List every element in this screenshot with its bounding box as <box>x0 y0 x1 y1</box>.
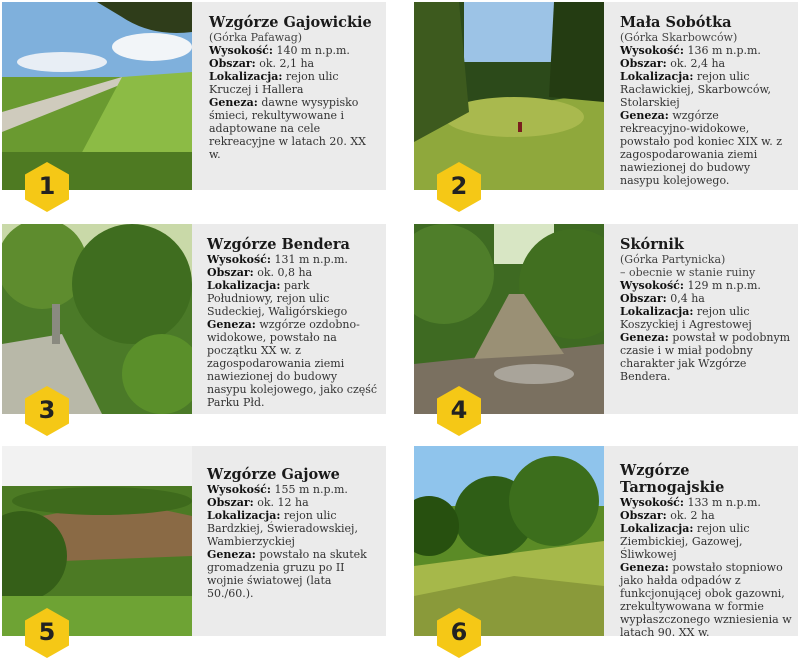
area-row: Obszar: ok. 12 ha <box>207 496 309 509</box>
height-row: Wysokość: 136 m n.p.m. <box>620 44 761 57</box>
hill-subtitle: (Górka Pafawag) <box>209 31 303 44</box>
number-badge-2 <box>437 162 481 212</box>
hill-card-5 <box>2 446 386 646</box>
hill-subtitle: (Górka Partynicka) <box>620 253 726 266</box>
hill-info-6 <box>620 462 792 639</box>
area-row: Obszar: ok. 2,4 ha <box>620 57 726 70</box>
number-badge-6 <box>437 608 481 658</box>
hill-title: Wzgórze Bendera <box>207 236 350 253</box>
hill-info-1 <box>209 14 379 161</box>
hill-card-3 <box>2 224 386 424</box>
hill-title: Mała Sobótka <box>620 14 732 31</box>
location-row: Lokalizacja: rejon ulic Racławickiej, Skarbowców, Stolarskiej <box>620 70 772 109</box>
hill-info-5 <box>207 466 379 600</box>
origin-row: Geneza: powstało stopniowo jako hałda odpadów z funkcjonującej obok gazowni, zrekultywowana w formie wypłaszczonego wzniesienia w latach 90. XX w. <box>620 561 792 639</box>
hill-title: Wzgórze Tarnogajskie <box>620 462 725 496</box>
location-row: Lokalizacja: rejon ulic Koszyckiej i Agrestowej <box>620 305 752 331</box>
hill-title: Wzgórze Gajowickie <box>209 14 372 31</box>
badge-number: 5 <box>38 618 56 646</box>
height-row: Wysokość: 131 m n.p.m. <box>207 253 348 266</box>
hill-subtitle: (Górka Skarbowców) <box>620 31 738 44</box>
hill-title: Skórnik <box>620 236 684 253</box>
badge-number: 2 <box>450 172 468 200</box>
hill-card-1 <box>2 2 386 200</box>
origin-row: Geneza: wzgórze rekreacyjno-widokowe, powstało pod koniec XIX w. z zagospodarowania ziemi nawiezionej do budowy nasypu kolejowego. <box>620 109 783 187</box>
hill-card-2 <box>414 2 798 200</box>
location-row: Lokalizacja: rejon ulic Kruczej i Hallera <box>209 70 339 96</box>
height-row: Wysokość: 133 m n.p.m. <box>620 496 761 509</box>
hill-status: – obecnie w stanie ruiny <box>620 266 756 279</box>
origin-row: Geneza: dawne wysypisko śmieci, rekultywowane i adaptowane na cele rekreacyjne w latach 20. XX w. <box>209 96 366 161</box>
number-badge-4 <box>437 386 481 436</box>
area-row: Obszar: ok. 2 ha <box>620 509 715 522</box>
badge-number: 6 <box>450 618 468 646</box>
height-row: Wysokość: 155 m n.p.m. <box>207 483 348 496</box>
number-badge-5 <box>25 608 69 658</box>
hill-info-2 <box>620 14 792 187</box>
area-row: Obszar: ok. 2,1 ha <box>209 57 315 70</box>
badge-number: 1 <box>38 172 56 200</box>
origin-row: Geneza: wzgórze ozdobno-widokowe, powstało na początku XX w. z zagospodarowania ziemi nawiezionej do budowy nasypu kolejowego, jako część Parku Płd. <box>207 318 378 409</box>
hill-card-4 <box>414 224 798 424</box>
number-badge-1 <box>25 162 69 212</box>
height-row: Wysokość: 140 m n.p.m. <box>209 44 350 57</box>
location-row: Lokalizacja: rejon ulic Ziembickiej, Gazowej, Śliwkowej <box>620 522 750 561</box>
badge-number: 4 <box>450 396 468 424</box>
location-row: Lokalizacja: rejon ulic Bardzkiej, Świeradowskiej, Wambierzyckiej <box>207 509 358 548</box>
origin-row: Geneza: powstało na skutek gromadzenia gruzu po II wojnie światowej (lata 50./60.). <box>207 548 367 600</box>
hill-info-3 <box>207 236 379 409</box>
badge-number: 3 <box>38 396 56 424</box>
area-row: Obszar: 0,4 ha <box>620 292 705 305</box>
location-row: Lokalizacja: park Południowy, rejon ulic Sudeckiej, Waligórskiego <box>207 279 348 318</box>
origin-row: Geneza: powstał w podobnym czasie i w miał podobny charakter jak Wzgórze Bendera. <box>620 331 791 383</box>
area-row: Obszar: ok. 0,8 ha <box>207 266 313 279</box>
height-row: Wysokość: 129 m n.p.m. <box>620 279 761 292</box>
hill-info-4 <box>620 236 792 383</box>
hill-title: Wzgórze Gajowe <box>207 466 340 483</box>
hill-card-6 <box>414 446 798 646</box>
number-badge-3 <box>25 386 69 436</box>
